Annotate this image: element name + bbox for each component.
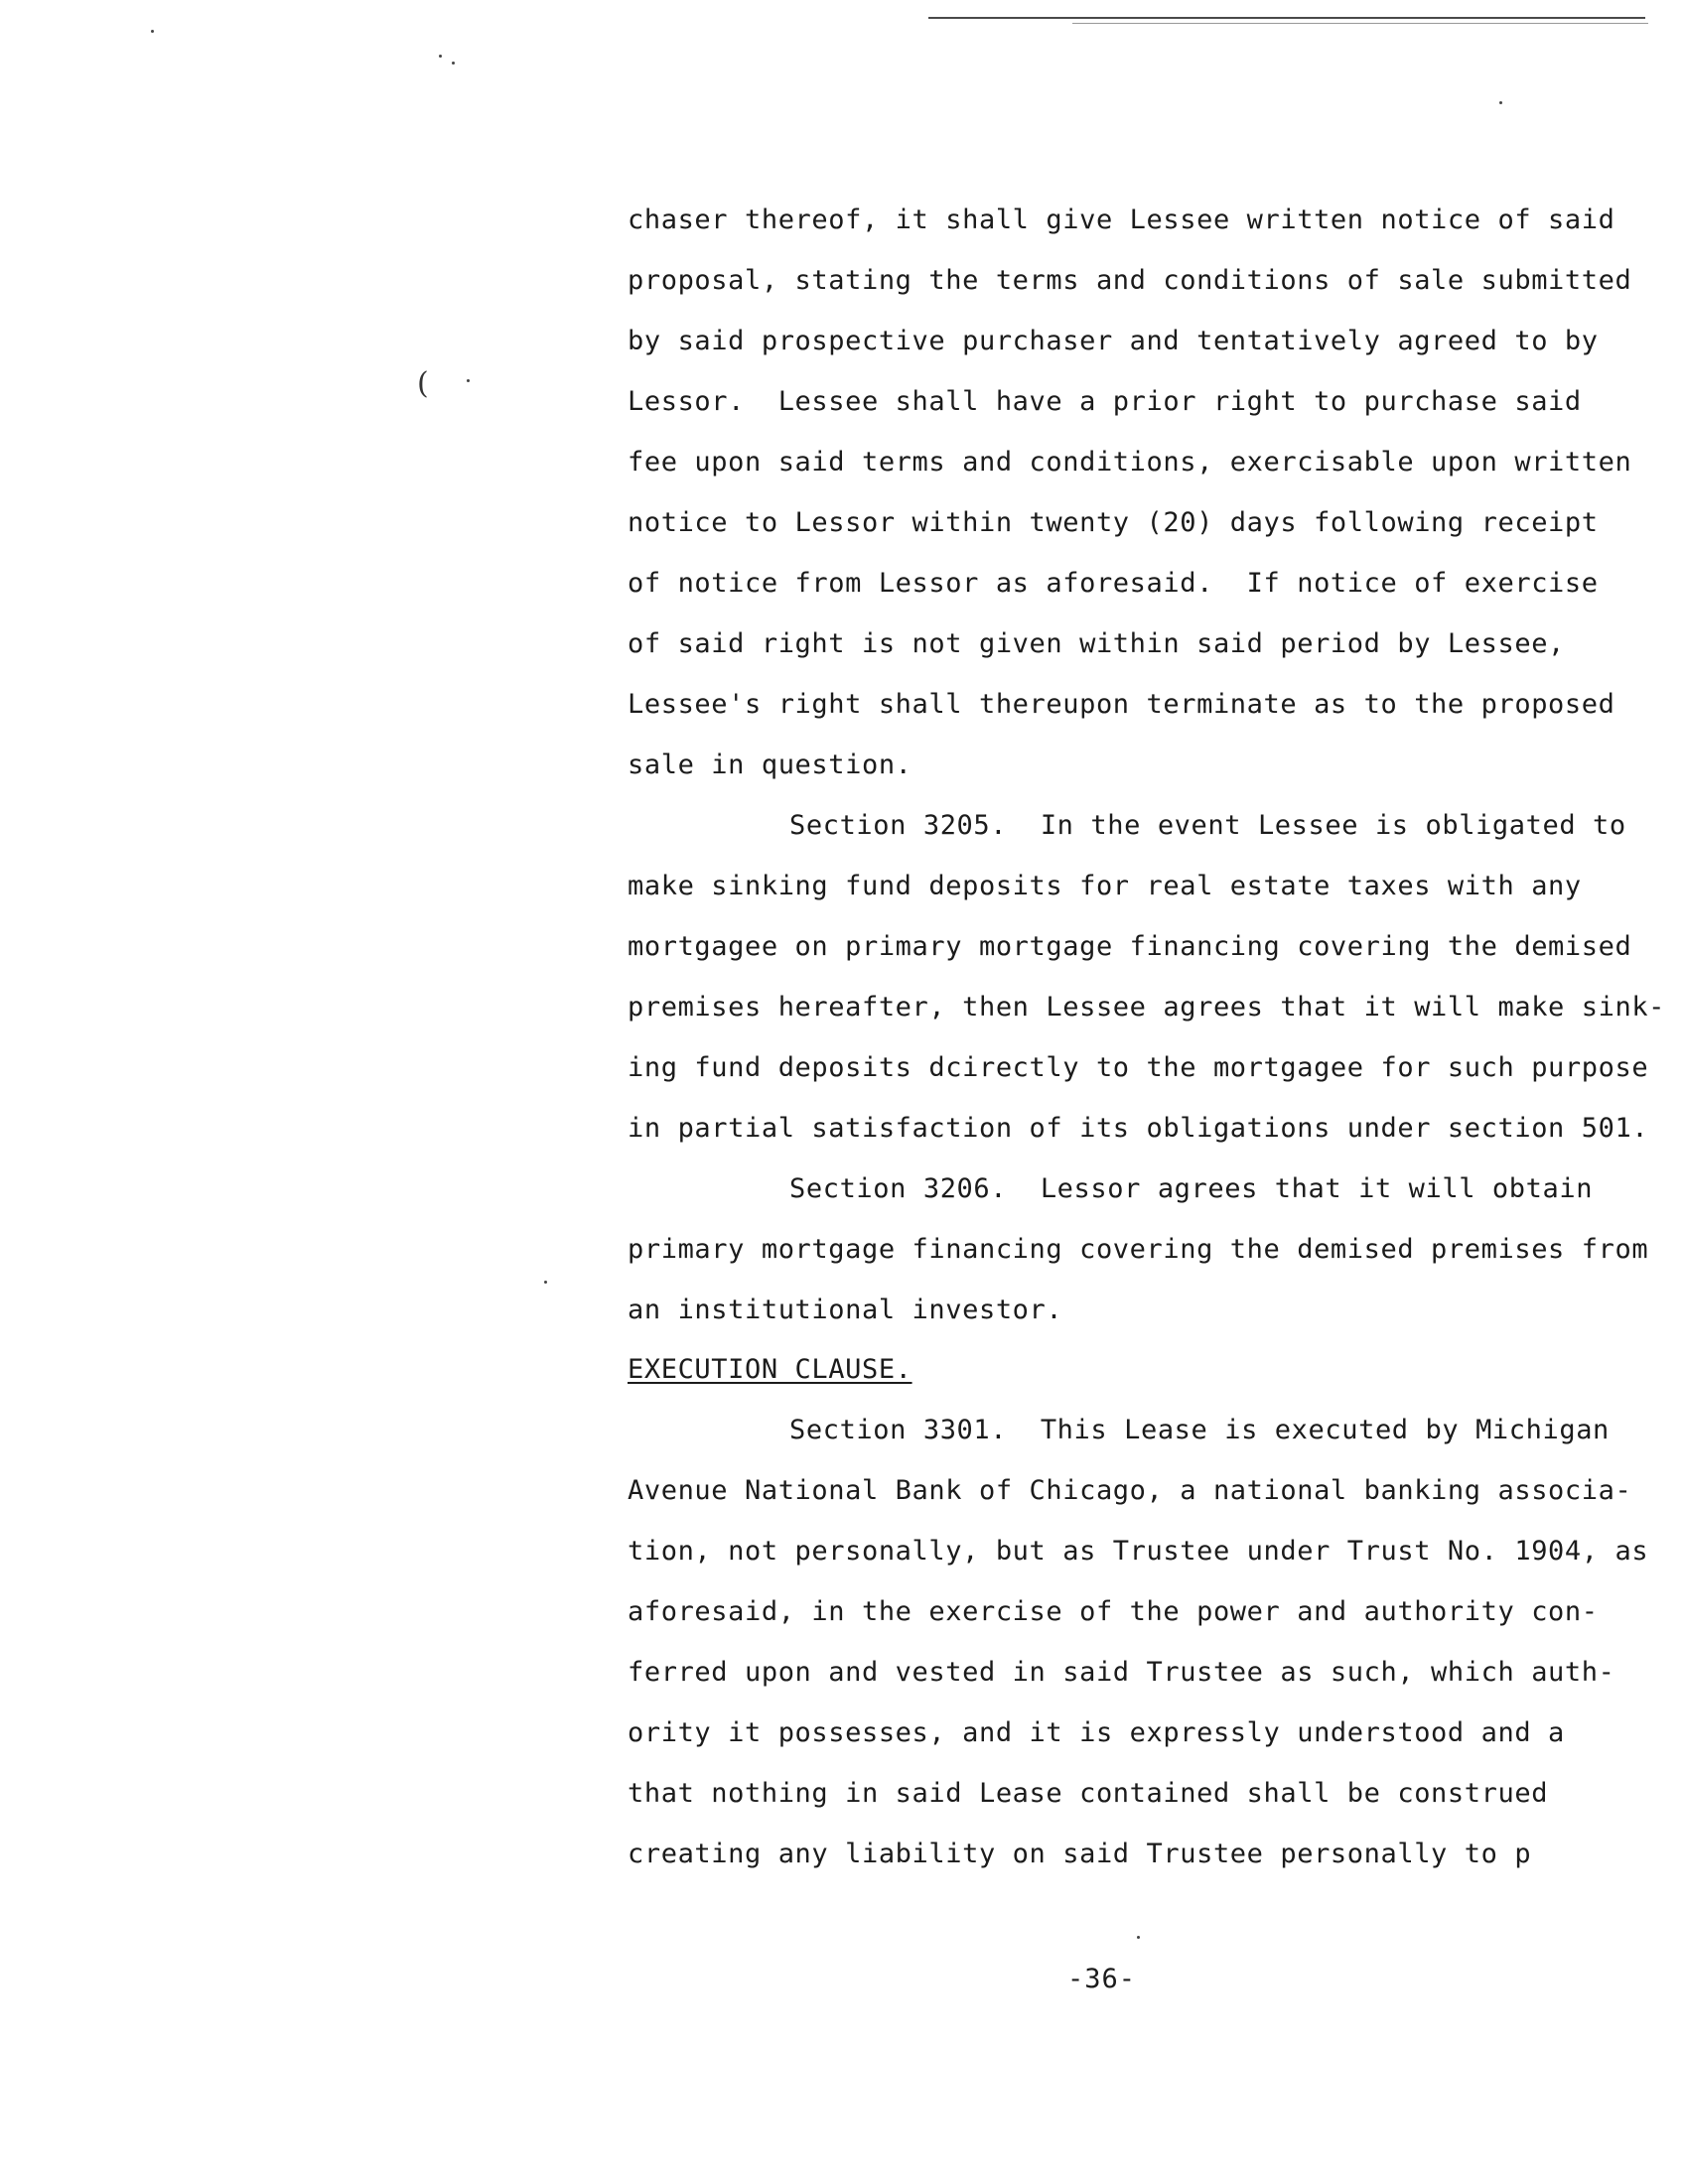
section-3205-first-line: Section 3205. In the event Lessee is obligated to xyxy=(789,810,1626,841)
text-line: by said prospective purchaser and tentatively agreed to by xyxy=(628,326,1599,356)
text-line: of said right is not given within said period by Lessee, xyxy=(628,628,1565,659)
text-line: tion, not personally, but as Trustee under Trust No. 1904, as xyxy=(628,1536,1649,1567)
text-line: chaser thereof, it shall give Lessee written notice of said xyxy=(628,205,1615,235)
text-line: make sinking fund deposits for real estate taxes with any xyxy=(628,871,1582,901)
text-line: premises hereafter, then Lessee agrees that it will make sink- xyxy=(628,992,1666,1023)
text-line: primary mortgage financing covering the demised premises from xyxy=(628,1234,1649,1265)
section-3206-first-line: Section 3206. Lessor agrees that it will obtain xyxy=(789,1173,1594,1204)
text-line: proposal, stating the terms and conditions of sale submitted xyxy=(628,265,1632,296)
text-line: notice to Lessor within twenty (20) days following receipt xyxy=(628,507,1599,538)
text-line: of notice from Lessor as aforesaid. If notice of exercise xyxy=(628,568,1599,599)
scan-speck xyxy=(1137,1936,1140,1939)
margin-bracket-mark: ( xyxy=(417,366,429,401)
text-line: ing fund deposits dcirectly to the mortgagee for such purpose xyxy=(628,1052,1649,1083)
text-line: ority it possesses, and it is expressly understood and a xyxy=(628,1717,1565,1748)
scan-speck xyxy=(544,1281,547,1284)
top-edge-rule-faint xyxy=(1072,23,1648,24)
scan-speck xyxy=(151,30,154,33)
text-line: aforesaid, in the exercise of the power and authority con- xyxy=(628,1596,1599,1627)
page-number: -36- xyxy=(1067,1964,1137,1994)
text-line: creating any liability on said Trustee personally to p xyxy=(628,1839,1532,1869)
text-line: that nothing in said Lease contained shall be construed xyxy=(628,1778,1549,1809)
text-line: Avenue National Bank of Chicago, a national banking associa- xyxy=(628,1475,1632,1506)
top-edge-rule xyxy=(928,17,1645,19)
text-line: Lessor. Lessee shall have a prior right to purchase said xyxy=(628,386,1582,417)
text-line: in partial satisfaction of its obligations under section 501. xyxy=(628,1113,1649,1144)
text-line: ferred upon and vested in said Trustee as such, which auth- xyxy=(628,1657,1615,1688)
scan-speck xyxy=(467,379,470,382)
text-line: mortgagee on primary mortgage financing covering the demised xyxy=(628,931,1632,962)
section-3301-first-line: Section 3301. This Lease is executed by Michigan xyxy=(789,1415,1610,1445)
text-line: an institutional investor. xyxy=(628,1295,1063,1325)
text-line: fee upon said terms and conditions, exercisable upon written xyxy=(628,447,1632,478)
scan-speck xyxy=(1499,101,1502,104)
execution-clause-heading: EXECUTION CLAUSE. xyxy=(628,1354,912,1385)
scan-speck xyxy=(452,62,455,65)
text-line: sale in question. xyxy=(628,750,912,780)
scan-speck xyxy=(439,55,442,58)
text-line: Lessee's right shall thereupon terminate as to the proposed xyxy=(628,689,1615,720)
